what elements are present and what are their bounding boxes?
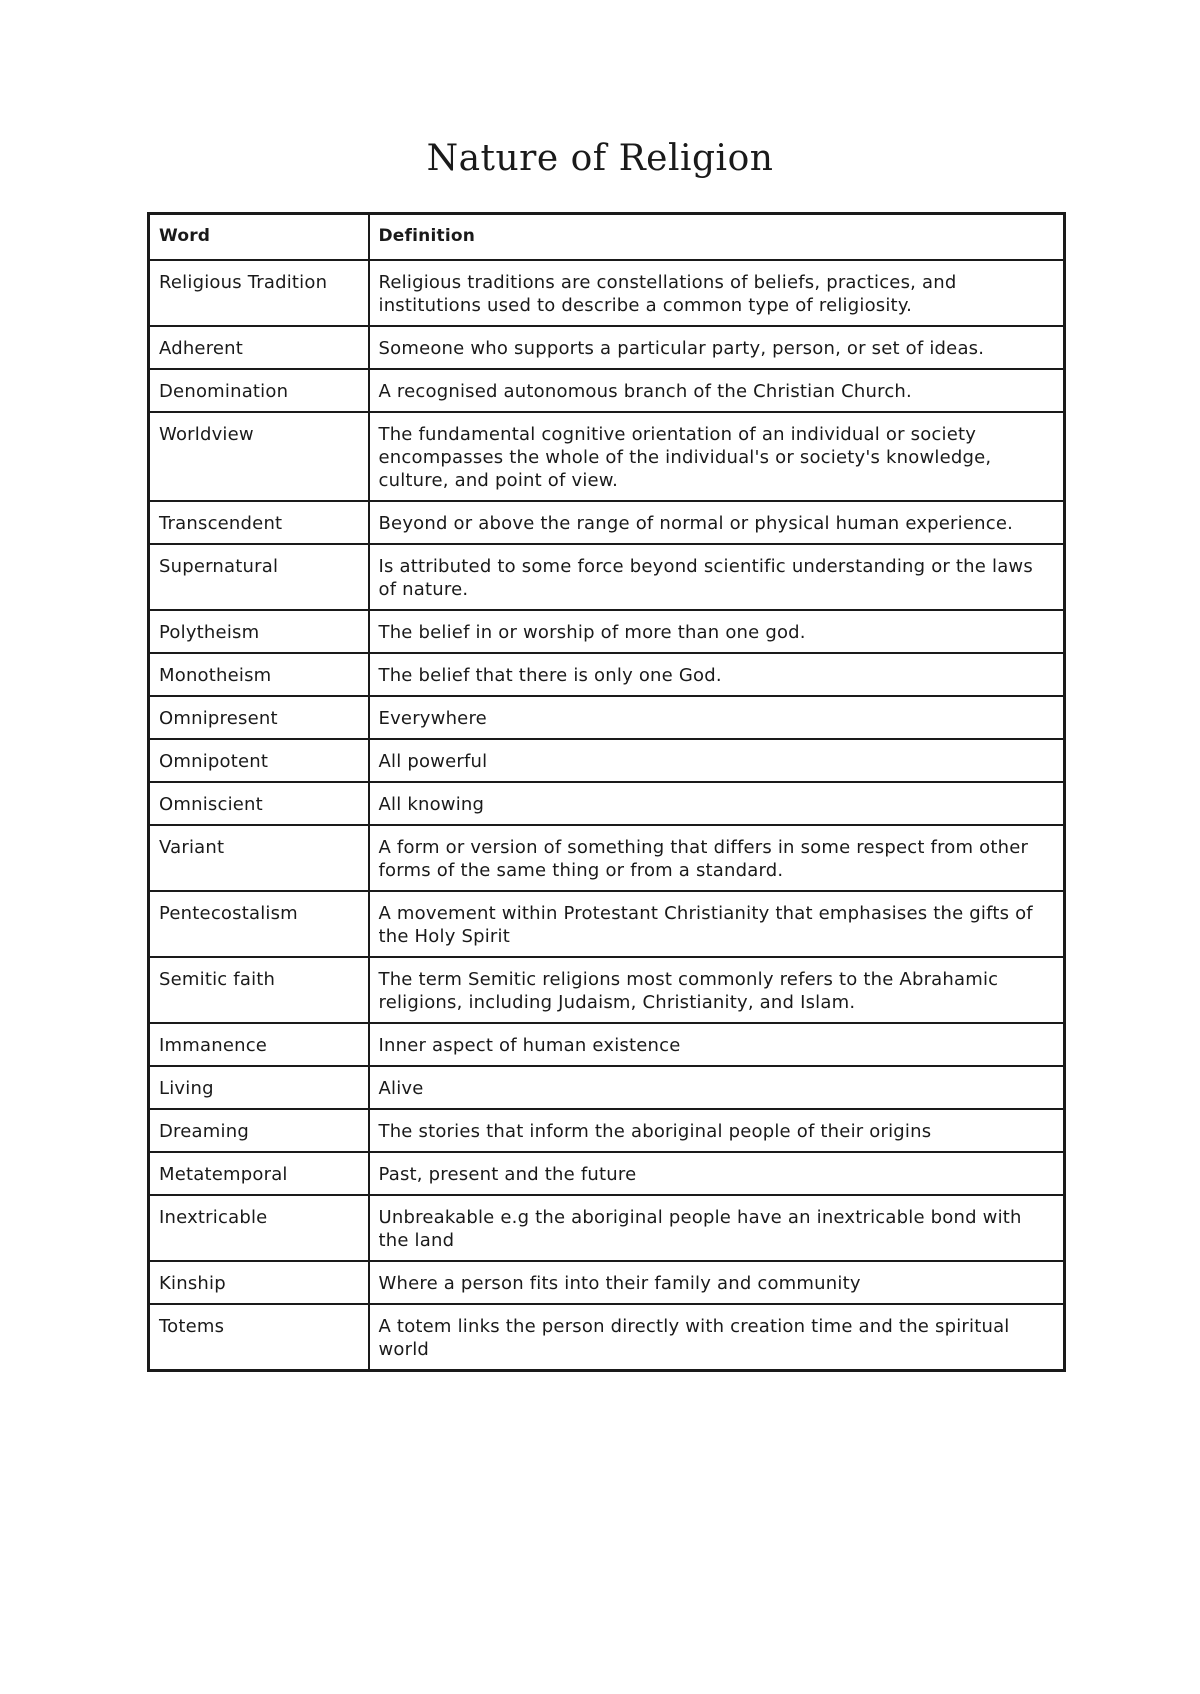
- term-cell: Totems: [149, 1304, 369, 1371]
- term-cell: Inextricable: [149, 1195, 369, 1261]
- table-row: [149, 260, 1065, 326]
- term-cell: Immanence: [149, 1023, 369, 1066]
- term-cell: Worldview: [149, 412, 369, 501]
- table-row: [149, 957, 1065, 1023]
- term-cell: Denomination: [149, 369, 369, 412]
- table-row: [149, 782, 1065, 825]
- definition-cell: The term Semitic religions most commonly refers to the Abrahamic religions, including Judaism, Christianity, and Islam.: [369, 957, 1065, 1023]
- term-cell: Variant: [149, 825, 369, 891]
- table-row: [149, 1023, 1065, 1066]
- table-row: [149, 891, 1065, 957]
- definition-cell: Is attributed to some force beyond scientific understanding or the laws of nature.: [369, 544, 1065, 610]
- definition-cell: All knowing: [369, 782, 1065, 825]
- term-cell: Kinship: [149, 1261, 369, 1304]
- table-row: [149, 326, 1065, 369]
- definition-cell: Alive: [369, 1066, 1065, 1109]
- column-header-definition: Definition: [369, 214, 1065, 261]
- table-row: [149, 412, 1065, 501]
- term-cell: Polytheism: [149, 610, 369, 653]
- definition-cell: The belief in or worship of more than one god.: [369, 610, 1065, 653]
- table-row: [149, 1304, 1065, 1371]
- term-cell: Omnipotent: [149, 739, 369, 782]
- table-row: [149, 1261, 1065, 1304]
- definition-cell: A form or version of something that differs in some respect from other forms of the same thing or from a standard.: [369, 825, 1065, 891]
- definition-cell: A movement within Protestant Christianity that emphasises the gifts of the Holy Spirit: [369, 891, 1065, 957]
- table-row: [149, 1152, 1065, 1195]
- table-row: [149, 1109, 1065, 1152]
- definition-cell: Beyond or above the range of normal or physical human experience.: [369, 501, 1065, 544]
- definition-cell: Unbreakable e.g the aboriginal people have an inextricable bond with the land: [369, 1195, 1065, 1261]
- glossary-table: [147, 212, 1066, 1372]
- term-cell: Metatemporal: [149, 1152, 369, 1195]
- table-row: [149, 544, 1065, 610]
- term-cell: Transcendent: [149, 501, 369, 544]
- term-cell: Supernatural: [149, 544, 369, 610]
- definition-cell: Religious traditions are constellations of beliefs, practices, and institutions used to describe a common type of religiosity.: [369, 260, 1065, 326]
- table-row: [149, 1195, 1065, 1261]
- table-row: [149, 696, 1065, 739]
- definition-cell: A recognised autonomous branch of the Christian Church.: [369, 369, 1065, 412]
- definition-cell: The stories that inform the aboriginal people of their origins: [369, 1109, 1065, 1152]
- table-header-row: [149, 214, 1065, 261]
- term-cell: Omnipresent: [149, 696, 369, 739]
- table-row: [149, 739, 1065, 782]
- table-row: [149, 501, 1065, 544]
- term-cell: Religious Tradition: [149, 260, 369, 326]
- term-cell: Omniscient: [149, 782, 369, 825]
- definition-cell: All powerful: [369, 739, 1065, 782]
- table-row: [149, 825, 1065, 891]
- table-row: [149, 610, 1065, 653]
- term-cell: Living: [149, 1066, 369, 1109]
- column-header-word: Word: [149, 214, 369, 261]
- term-cell: Pentecostalism: [149, 891, 369, 957]
- table-row: [149, 653, 1065, 696]
- term-cell: Dreaming: [149, 1109, 369, 1152]
- definition-cell: Past, present and the future: [369, 1152, 1065, 1195]
- table-row: [149, 1066, 1065, 1109]
- definition-cell: Everywhere: [369, 696, 1065, 739]
- term-cell: Monotheism: [149, 653, 369, 696]
- definition-cell: The belief that there is only one God.: [369, 653, 1065, 696]
- definition-cell: Where a person fits into their family and community: [369, 1261, 1065, 1304]
- definition-cell: The fundamental cognitive orientation of an individual or society encompasses the whole of the individual's or society's knowledge, culture, and point of view.: [369, 412, 1065, 501]
- table-row: [149, 369, 1065, 412]
- definition-cell: Someone who supports a particular party, person, or set of ideas.: [369, 326, 1065, 369]
- definition-cell: A totem links the person directly with creation time and the spiritual world: [369, 1304, 1065, 1371]
- term-cell: Semitic faith: [149, 957, 369, 1023]
- glossary-body: [149, 260, 1065, 1371]
- term-cell: Adherent: [149, 326, 369, 369]
- definition-cell: Inner aspect of human existence: [369, 1023, 1065, 1066]
- page-title: Nature of Religion: [426, 138, 774, 179]
